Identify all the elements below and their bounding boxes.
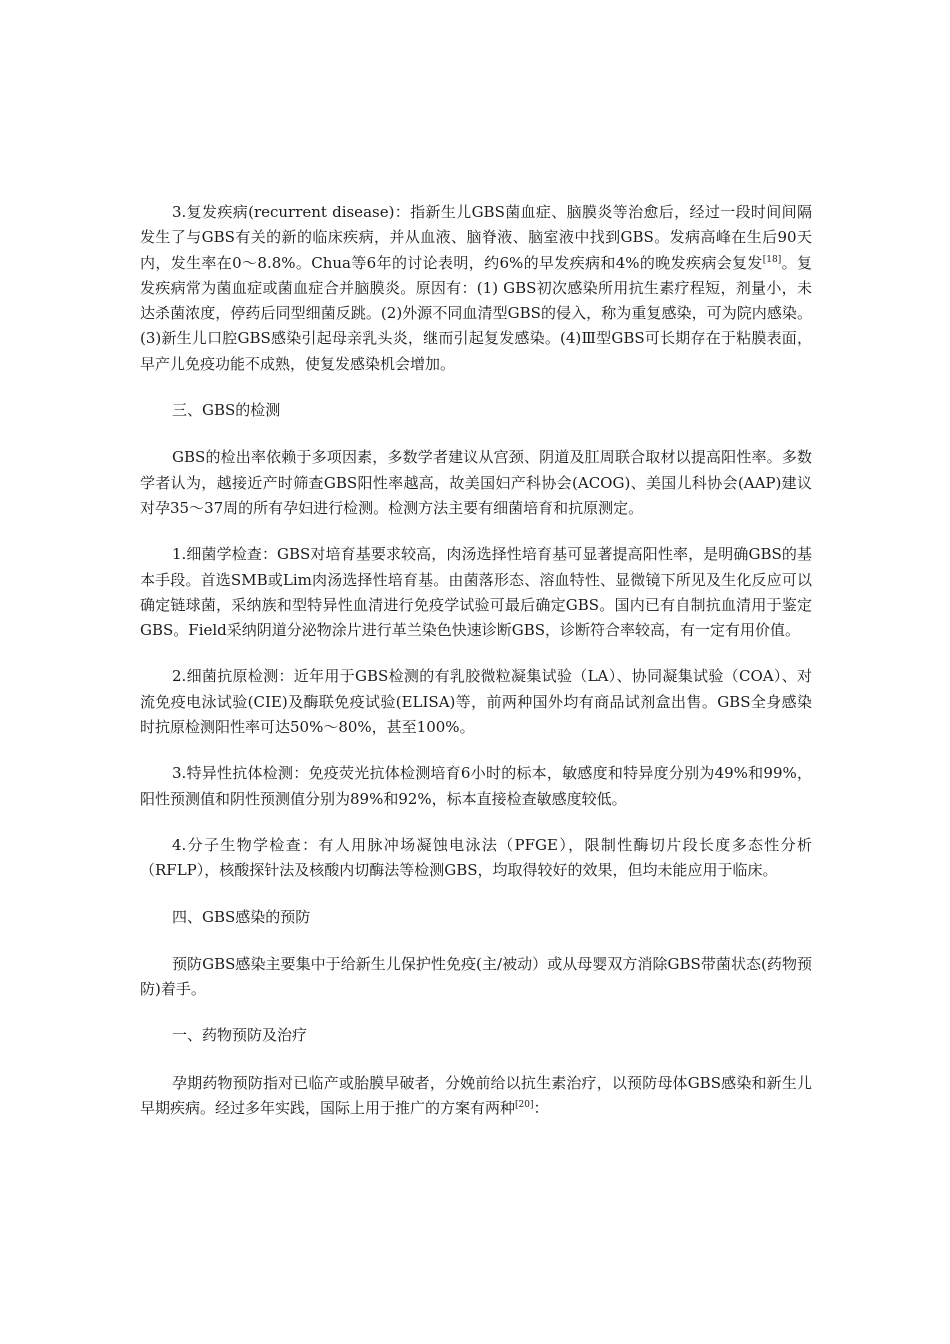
document-page <box>140 200 812 1142</box>
text-run: 4.分子生物学检查：有人用脉冲场凝蚀电泳法（PFGE），限制性酶切片段长度多态性分析（RFLP），核酸探针法及核酸内切酶法等检测GBS，均取得较好的效果，但均未能应用于临床。 <box>140 835 812 880</box>
body-paragraph <box>140 445 812 521</box>
body-paragraph <box>140 664 812 740</box>
text-run: 一、药物预防及治疗 <box>172 1026 308 1045</box>
text-run: 2.细菌抗原检测：近年用于GBS检测的有乳胶微粒凝集试验（LA）、协同凝集试验（COA）、对流免疫电泳试验(CIE)及酶联免疫试验(ELISA)等，前两种国外均有商品试剂盒出售。GBS全身感染时抗原检测阳性率可达50%～80%，甚至100%。 <box>140 667 812 737</box>
text-run: 3.复发疾病(recurrent disease)：指新生儿GBS菌血症、脑膜炎等治愈后，经过一段时间间隔发生了与GBS有关的新的临床疾病，并从血液、脑脊液、脑室液中找到GBS。发病高峰在生后90天内，发生率在0～8.8%。Chua等6年的讨论表明，约6%的早发疾病和4%的晚发疾病会复发 <box>140 203 812 272</box>
text-run: 3.特异性抗体检测：免疫荧光抗体检测培育6小时的标本，敏感度和特异度分别为49%和99%，阳性预测值和阴性预测值分别为89%和92%，标本直接检查敏感度较低。 <box>140 764 812 808</box>
citation-ref: [20] <box>515 1100 534 1111</box>
text-run: 孕期药物预防指对已临产或胎膜早破者，分娩前给以抗生素治疗，以预防母体GBS感染和新生儿早期疾病。经过多年实践，国际上用于推广的方案有两种 <box>140 1073 812 1118</box>
body-paragraph <box>140 200 812 377</box>
section-heading <box>140 398 812 423</box>
body-paragraph <box>140 761 812 812</box>
section-heading <box>140 905 812 930</box>
text-run: 四、GBS感染的预防 <box>172 907 311 926</box>
body-paragraph <box>140 952 812 1003</box>
section-heading <box>140 1023 812 1048</box>
body-paragraph <box>140 542 812 643</box>
text-run: ： <box>533 1099 549 1118</box>
body-paragraph <box>140 833 812 884</box>
text-run: 1.细菌学检查：GBS对培育基要求较高，肉汤选择性培育基可显著提高阳性率，是明确GBS的基本手段。首选SMB或Lim肉汤选择性培育基。由菌落形态、溶血特性、显微镜下所见及生化反应可以确定链球菌，采纳族和型特异性血清进行免疫学试验可最后确定GBS。国内已有自制抗血清用于鉴定GBS。Field采纳阴道分泌物涂片进行革兰染色快速诊断GBS，诊断符合率较高，有一定有用价值。 <box>140 545 812 640</box>
body-paragraph <box>140 1071 812 1122</box>
text-run: 。复发疾病常为菌血症或菌血症合并脑膜炎。原因有：(1) GBS初次感染所用抗生素疗程短，剂量小，未达杀菌浓度，停药后同型细菌反跳。(2)外源不同血清型GBS的侵入，称为重复感染，可为院内感染。(3)新生儿口腔GBS感染引起母亲乳头炎，继而引起复发感染。(4)Ⅲ型GBS可长期存在于粘膜表面，早产儿免疫功能不成熟，使复发感染机会增加。 <box>140 253 812 373</box>
text-run: 预防GBS感染主要集中于给新生儿保护性免疫(主/被动）或从母婴双方消除GBS带菌状态(药物预防)着手。 <box>140 954 812 999</box>
citation-ref: [18] <box>762 254 782 265</box>
text-run: 三、GBS的检测 <box>172 401 281 420</box>
text-run: GBS的检出率依赖于多项因素，多数学者建议从宫颈、阴道及肛周联合取材以提高阳性率。多数学者认为，越接近产时筛查GBS阳性率越高，故美国妇产科协会(ACOG)、美国儿科协会(AAP)建议对孕35～37周的所有孕妇进行检测。检测方法主要有细菌培育和抗原测定。 <box>140 448 812 517</box>
